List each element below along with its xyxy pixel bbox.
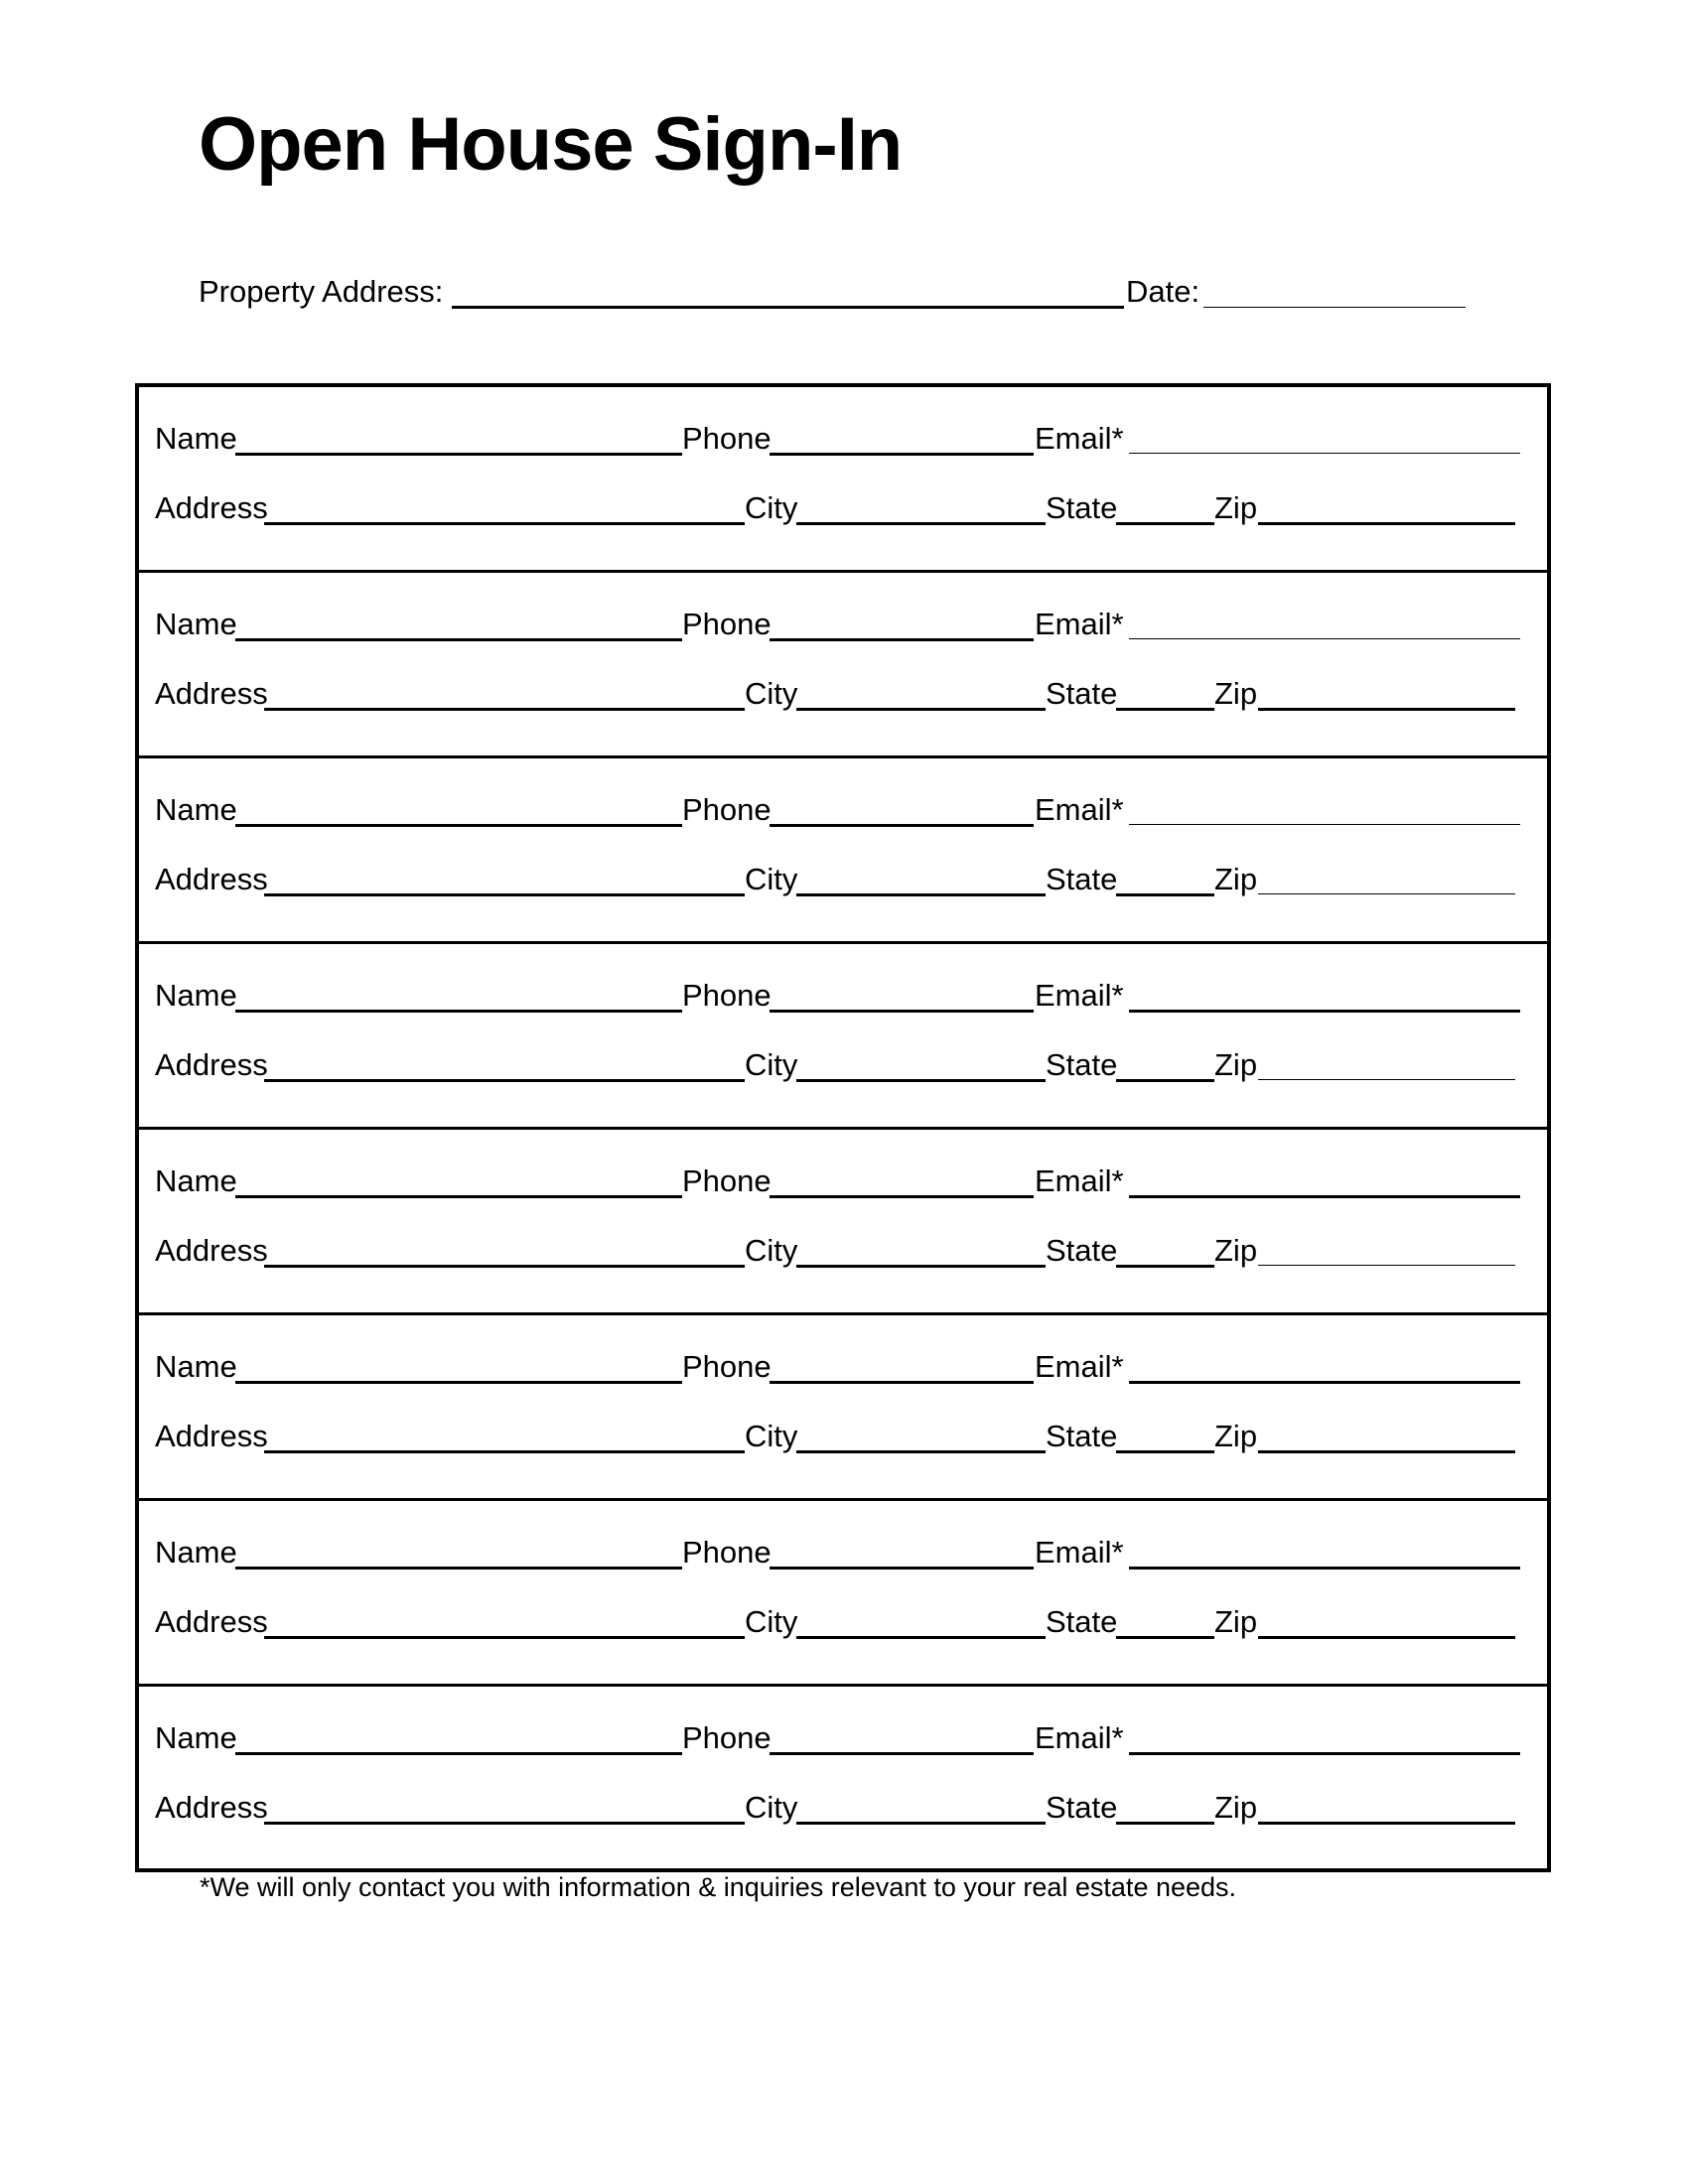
state-field[interactable] [1116, 1636, 1214, 1639]
address-label: Address [155, 1419, 268, 1453]
name-label: Name [155, 792, 237, 827]
city-label: City [745, 676, 798, 711]
phone-field[interactable] [770, 1195, 1034, 1198]
city-field[interactable] [796, 522, 1046, 525]
city-field[interactable] [796, 893, 1046, 896]
state-label: State [1046, 1790, 1118, 1825]
state-label: State [1046, 676, 1118, 711]
state-label: State [1046, 1047, 1118, 1082]
state-field[interactable] [1116, 1079, 1214, 1082]
zip-field[interactable] [1258, 1822, 1515, 1825]
phone-field[interactable] [770, 1567, 1034, 1570]
name-field[interactable] [235, 1381, 682, 1384]
state-field[interactable] [1116, 522, 1214, 525]
date-field[interactable] [1203, 307, 1466, 308]
phone-label: Phone [682, 1163, 772, 1198]
zip-label: Zip [1214, 1604, 1258, 1639]
zip-label: Zip [1214, 1790, 1258, 1825]
address-field[interactable] [264, 1450, 745, 1453]
email-label: Email* [1035, 607, 1124, 641]
phone-field[interactable] [770, 1381, 1034, 1384]
phone-label: Phone [682, 421, 772, 456]
city-label: City [745, 1604, 798, 1639]
phone-label: Phone [682, 978, 772, 1013]
address-field[interactable] [264, 1822, 745, 1825]
state-field[interactable] [1116, 1265, 1214, 1268]
state-field[interactable] [1116, 1450, 1214, 1453]
zip-field[interactable] [1258, 708, 1515, 711]
city-label: City [745, 1790, 798, 1825]
zip-label: Zip [1214, 1233, 1258, 1268]
zip-field[interactable] [1258, 1450, 1515, 1453]
page-title: Open House Sign-In [199, 102, 903, 187]
name-label: Name [155, 1720, 237, 1755]
email-field[interactable] [1129, 638, 1520, 639]
property-address-label: Property Address: [199, 274, 444, 309]
state-field[interactable] [1116, 893, 1214, 896]
email-label: Email* [1035, 1349, 1124, 1384]
name-label: Name [155, 1349, 237, 1384]
zip-field[interactable] [1258, 1636, 1515, 1639]
address-field[interactable] [264, 1265, 745, 1268]
city-label: City [745, 490, 798, 525]
city-field[interactable] [796, 708, 1046, 711]
city-field[interactable] [796, 1079, 1046, 1082]
email-field[interactable] [1129, 1567, 1520, 1570]
phone-label: Phone [682, 1349, 772, 1384]
email-field[interactable] [1129, 1381, 1520, 1384]
zip-label: Zip [1214, 1047, 1258, 1082]
address-field[interactable] [264, 522, 745, 525]
email-field[interactable] [1129, 1195, 1520, 1198]
email-label: Email* [1035, 1720, 1124, 1755]
guest-entry [139, 573, 1547, 758]
city-label: City [745, 1419, 798, 1453]
phone-label: Phone [682, 1720, 772, 1755]
guest-entry [139, 1130, 1547, 1315]
email-field[interactable] [1129, 1752, 1520, 1755]
email-label: Email* [1035, 792, 1124, 827]
name-label: Name [155, 1535, 237, 1570]
address-field[interactable] [264, 1079, 745, 1082]
phone-label: Phone [682, 792, 772, 827]
email-field[interactable] [1129, 453, 1520, 454]
zip-field[interactable] [1258, 1079, 1515, 1080]
email-field[interactable] [1129, 1010, 1520, 1013]
state-label: State [1046, 862, 1118, 896]
zip-field[interactable] [1258, 1265, 1515, 1266]
property-address-field[interactable] [452, 306, 1124, 309]
email-label: Email* [1035, 1535, 1124, 1570]
phone-field[interactable] [770, 1752, 1034, 1755]
address-label: Address [155, 1604, 268, 1639]
city-label: City [745, 1233, 798, 1268]
address-field[interactable] [264, 708, 745, 711]
date-label: Date: [1126, 274, 1200, 309]
city-field[interactable] [796, 1636, 1046, 1639]
name-field[interactable] [235, 1567, 682, 1570]
guest-entry [139, 944, 1547, 1130]
guest-entry [139, 1501, 1547, 1687]
zip-label: Zip [1214, 676, 1258, 711]
address-label: Address [155, 490, 268, 525]
property-header [199, 276, 1489, 316]
state-field[interactable] [1116, 708, 1214, 711]
phone-field[interactable] [770, 1010, 1034, 1013]
name-label: Name [155, 607, 237, 641]
address-label: Address [155, 1790, 268, 1825]
state-field[interactable] [1116, 1822, 1214, 1825]
guest-entry [139, 1315, 1547, 1501]
zip-label: Zip [1214, 490, 1258, 525]
email-field[interactable] [1129, 824, 1520, 825]
name-label: Name [155, 978, 237, 1013]
state-label: State [1046, 1233, 1118, 1268]
address-label: Address [155, 1233, 268, 1268]
guest-entry [139, 387, 1547, 573]
name-field[interactable] [235, 1010, 682, 1013]
phone-field[interactable] [770, 453, 1034, 456]
zip-label: Zip [1214, 1419, 1258, 1453]
email-label: Email* [1035, 978, 1124, 1013]
address-label: Address [155, 1047, 268, 1082]
email-label: Email* [1035, 421, 1124, 456]
city-label: City [745, 1047, 798, 1082]
zip-field[interactable] [1258, 522, 1515, 525]
sign-in-table [135, 383, 1551, 1872]
address-label: Address [155, 862, 268, 896]
city-field[interactable] [796, 1450, 1046, 1453]
guest-entry [139, 1687, 1547, 1872]
phone-label: Phone [682, 1535, 772, 1570]
name-field[interactable] [235, 453, 682, 456]
zip-label: Zip [1214, 862, 1258, 896]
name-field[interactable] [235, 1752, 682, 1755]
name-field[interactable] [235, 824, 682, 827]
phone-field[interactable] [770, 824, 1034, 827]
guest-entry [139, 758, 1547, 944]
name-field[interactable] [235, 638, 682, 641]
email-label: Email* [1035, 1163, 1124, 1198]
address-field[interactable] [264, 893, 745, 896]
state-label: State [1046, 1604, 1118, 1639]
name-label: Name [155, 1163, 237, 1198]
phone-field[interactable] [770, 638, 1034, 641]
city-field[interactable] [796, 1265, 1046, 1268]
address-field[interactable] [264, 1636, 745, 1639]
city-label: City [745, 862, 798, 896]
zip-field[interactable] [1258, 893, 1515, 894]
footnote: *We will only contact you with information & inquiries relevant to your real estate needs. [200, 1872, 1237, 1902]
state-label: State [1046, 1419, 1118, 1453]
state-label: State [1046, 490, 1118, 525]
name-field[interactable] [235, 1195, 682, 1198]
phone-label: Phone [682, 607, 772, 641]
address-label: Address [155, 676, 268, 711]
name-label: Name [155, 421, 237, 456]
city-field[interactable] [796, 1822, 1046, 1825]
